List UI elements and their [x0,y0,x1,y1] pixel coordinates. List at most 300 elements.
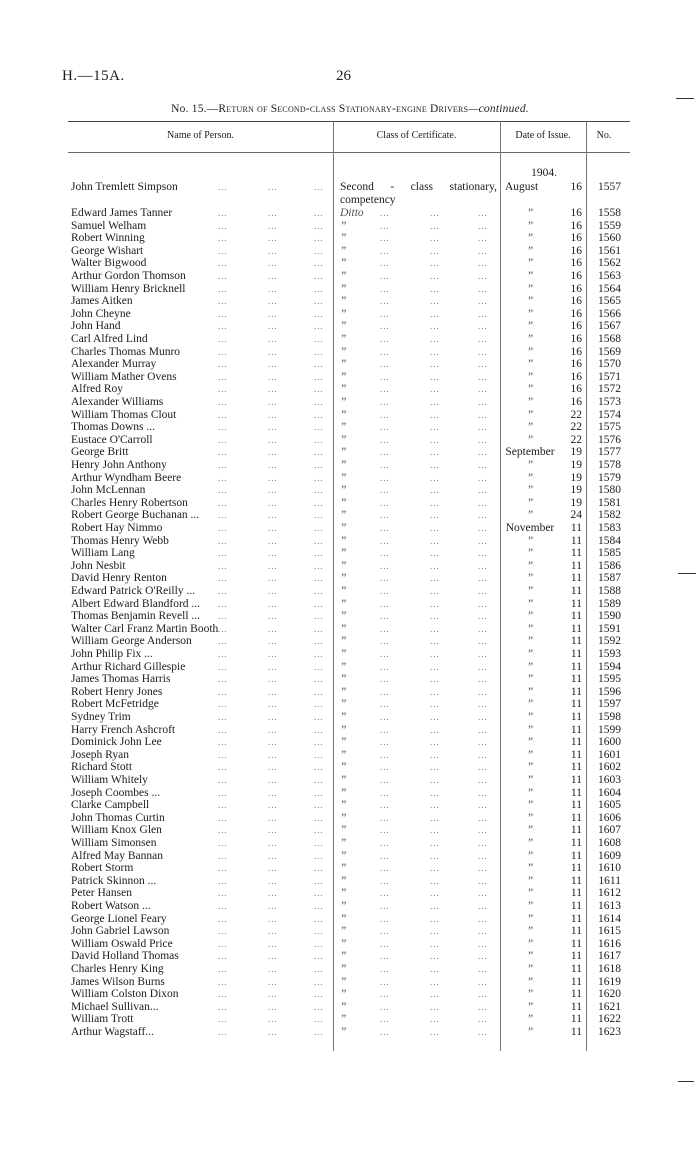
leader-dots: ... [268,485,278,496]
leader-dots: ... [478,976,488,987]
person-name: Michael Sullivan... [71,1000,159,1013]
issue-month: ” [526,295,534,308]
leader-dots: ... [430,359,440,370]
table-row [0,862,700,875]
table-row [0,522,700,535]
issue-day: 11 [570,811,582,824]
issue-day: 11 [570,786,582,799]
person-name: Albert Edward Blandford ... [71,597,201,610]
certificate-number: 1568 [598,333,621,345]
leader-dots: ... [218,296,228,307]
certificate-class: ” [340,862,347,875]
leader-dots: ... [218,510,228,521]
person-name: Arthur Richard Gillespie [71,660,186,673]
leader-dots: ... [478,598,488,609]
person-name: William Thomas Clout [71,408,177,421]
issue-day: 11 [570,748,582,761]
leader-dots: ... [430,636,440,647]
person-name: John Gabriel Lawson [71,925,170,938]
issue-month: ” [526,459,534,471]
leader-dots: ... [430,800,440,811]
leader-dots: ... [380,384,390,395]
certificate-number: 1593 [598,648,621,660]
document-reference: H.—15A. [62,68,125,84]
leader-dots: ... [430,346,440,357]
leader-dots: ... [380,812,390,823]
issue-month: ” [526,207,534,219]
leader-dots: ... [478,334,488,344]
leader-dots: ... [478,409,488,420]
leader-dots: ... [430,888,440,899]
leader-dots: ... [380,283,390,294]
issue-day: 16 [570,345,582,358]
leader-dots: ... [218,422,228,433]
leader-dots: ... [314,636,324,647]
issue-month: ” [526,824,534,837]
person-name: William Henry Bricknell [71,282,186,295]
leader-dots: ... [268,321,278,332]
issue-month: ” [526,950,534,963]
certificate-number: 1620 [598,988,621,1001]
leader-dots: ... [430,712,440,722]
table-row [0,1013,700,1026]
issue-day: 11 [570,711,582,723]
person-name: William Colston Dixon [71,988,179,1001]
leader-dots: ... [218,787,228,798]
leader-dots: ... [218,208,228,218]
leader-dots: ... [268,712,278,722]
leader-dots: ... [380,850,390,861]
leader-dots: ... [314,283,324,294]
issue-month: ” [526,622,534,635]
certificate-number: 1602 [598,761,621,774]
table-title-continued: —continued. [468,103,529,115]
issue-month: ” [526,799,534,812]
leader-dots: ... [380,510,390,521]
leader-dots: ... [430,460,440,470]
issue-month: ” [526,509,534,522]
issue-month: ” [526,975,534,988]
certificate-class: ” [340,685,347,698]
leader-dots: ... [218,447,228,458]
certificate-class: ” [340,900,347,912]
issue-month: ” [526,257,534,270]
certificate-number: 1607 [598,824,621,837]
leader-dots: ... [430,838,440,848]
leader-dots: ... [218,371,228,382]
certificate-number: 1601 [598,748,621,761]
table-row [0,346,700,359]
leader-dots: ... [380,863,390,874]
certificate-class: ” [340,1000,347,1013]
certificate-number: 1584 [598,534,621,547]
leader-dots: ... [380,586,390,596]
certificate-number: 1561 [598,244,621,257]
issue-day: 16 [570,307,582,320]
certificate-class: ” [340,320,347,333]
leader-dots: ... [478,926,488,937]
leader-dots: ... [478,384,488,395]
leader-dots: ... [380,926,390,937]
leader-dots: ... [380,371,390,382]
table-row [0,333,700,346]
header-name: Name of Person. [167,130,234,141]
leader-dots: ... [314,472,324,483]
issue-month: ” [526,963,534,975]
leader-dots: ... [430,611,440,622]
certificate-class: ” [340,975,347,988]
issue-day: 16 [570,244,582,257]
leader-dots: ... [268,938,278,949]
person-name: William Lang [71,547,135,560]
issue-day: 22 [570,433,582,446]
certificate-class: ” [340,610,347,623]
leader-dots: ... [430,308,440,319]
header-date: Date of Issue. [515,130,571,141]
leader-dots: ... [314,611,324,622]
certificate-number: 1590 [598,610,621,623]
issue-day: 16 [570,295,582,308]
table-row [0,295,700,308]
leader-dots: ... [430,283,440,294]
leader-dots: ... [314,674,324,685]
certificate-number: 1623 [598,1026,621,1038]
person-name: Robert Storm [71,862,134,875]
leader-dots: ... [268,434,278,445]
certificate-number: 1588 [598,585,621,597]
certificate-number: 1587 [598,572,621,585]
issue-month: ” [526,811,534,824]
leader-dots: ... [478,649,488,659]
leader-dots: ... [430,1027,440,1037]
person-name: Patrick Skinnon ... [71,874,157,887]
leader-dots: ... [380,825,390,836]
leader-dots: ... [314,296,324,307]
certificate-class: ” [340,232,347,245]
leader-dots: ... [218,560,228,571]
leader-dots: ... [430,296,440,307]
certificate-number: 1617 [598,950,621,963]
certificate-number: 1622 [598,1013,621,1026]
leader-dots: ... [218,964,228,974]
leader-dots: ... [380,409,390,420]
leader-dots: ... [218,548,228,559]
table-row [0,358,700,371]
issue-month: ” [526,698,534,711]
leader-dots: ... [430,724,440,735]
certificate-class: ” [340,585,347,597]
certificate-number: 1605 [598,799,621,812]
leader-dots: ... [430,938,440,949]
issue-month: ” [526,1026,534,1038]
person-name: William Trott [71,1013,134,1026]
leader-dots: ... [218,674,228,685]
issue-month: ” [526,761,534,774]
leader-dots: ... [478,422,488,433]
leader-dots: ... [430,397,440,407]
leader-dots: ... [268,623,278,634]
issue-month: ” [526,723,534,736]
certificate-class: ” [340,937,347,950]
leader-dots: ... [218,699,228,710]
leader-dots: ... [478,737,488,748]
table-row [0,371,700,384]
leader-dots: ... [314,737,324,748]
leader-dots: ... [380,712,390,722]
leader-dots: ... [430,523,440,533]
issue-month: ” [526,736,534,749]
certificate-class: ” [340,421,347,434]
leader-dots: ... [218,346,228,357]
certificate-number: 1573 [598,396,621,408]
person-name: William Simonsen [71,837,157,849]
leader-dots: ... [380,535,390,546]
issue-day: 11 [570,937,582,950]
leader-dots: ... [380,422,390,433]
table-row [0,270,700,283]
table-title [0,103,700,115]
leader-dots: ... [478,296,488,307]
issue-day: 16 [570,207,582,219]
issue-day: 11 [570,622,582,635]
issue-day: 16 [570,333,582,345]
person-name: Sydney Trim [71,711,131,723]
issue-month: ” [526,673,534,686]
issue-month: ” [526,786,534,799]
certificate-class: ” [340,484,347,497]
issue-day: 11 [570,849,582,862]
certificate-number: 1591 [598,622,621,635]
leader-dots: ... [314,321,324,332]
issue-day: 11 [570,887,582,900]
leader-dots: ... [478,951,488,962]
leader-dots: ... [380,737,390,748]
header-no: No. [596,130,612,141]
leader-dots: ... [218,661,228,672]
leader-dots: ... [314,598,324,609]
table-row [0,824,700,837]
leader-dots: ... [478,749,488,760]
table-row [0,976,700,989]
leader-dots: ... [314,182,324,192]
leader-dots: ... [218,182,228,192]
certificate-number: 1577 [598,446,621,459]
leader-dots: ... [430,245,440,256]
leader-dots: ... [314,964,324,974]
leader-dots: ... [430,964,440,974]
table-row [0,799,700,812]
leader-dots: ... [478,661,488,672]
person-name: Richard Stott [71,761,133,774]
leader-dots: ... [218,397,228,407]
certificate-class: ” [340,988,347,1001]
table-row [0,900,700,913]
leader-dots: ... [268,308,278,319]
leader-dots: ... [268,989,278,1000]
leader-dots: ... [380,749,390,760]
leader-dots: ... [314,233,324,244]
certificate-number: 1592 [598,635,621,648]
leader-dots: ... [268,888,278,899]
table-row [0,724,700,737]
issue-day: 16 [570,358,582,371]
issue-day: 19 [570,484,582,497]
leader-dots: ... [268,636,278,647]
leader-dots: ... [314,384,324,395]
leader-dots: ... [430,699,440,710]
leader-dots: ... [268,359,278,370]
issue-day: 19 [570,446,582,459]
leader-dots: ... [430,371,440,382]
issue-month: ” [526,748,534,761]
leader-dots: ... [478,989,488,1000]
issue-month: ” [526,421,534,434]
leader-dots: ... [478,460,488,470]
leader-dots: ... [314,1001,324,1012]
issue-month: ” [526,370,534,383]
leader-dots: ... [380,397,390,407]
certificate-class: ” [340,433,347,446]
leader-dots: ... [268,686,278,697]
leader-dots: ... [380,1001,390,1012]
leader-dots: ... [314,863,324,874]
leader-dots: ... [478,787,488,798]
person-name: Robert Hay Nimmo [71,522,163,534]
certificate-class: ” [340,761,347,774]
leader-dots: ... [314,334,324,344]
certificate-number: 1603 [598,774,621,786]
table-row [0,585,700,598]
issue-day: 11 [570,1013,582,1026]
leader-dots: ... [478,863,488,874]
certificate-class: ” [340,963,347,975]
issue-month: ” [526,471,534,484]
issue-day: 11 [570,698,582,711]
issue-day: 11 [570,950,582,963]
leader-dots: ... [314,938,324,949]
table-row [0,850,700,863]
issue-day: 19 [570,496,582,509]
leader-dots: ... [430,901,440,911]
leader-dots: ... [314,535,324,546]
leader-dots: ... [218,623,228,634]
table-row [0,446,700,459]
leader-dots: ... [218,334,228,344]
certificate-class: ” [340,698,347,711]
certificate-class: ” [340,396,347,408]
leader-dots: ... [430,422,440,433]
leader-dots: ... [218,497,228,508]
leader-dots: ... [268,825,278,836]
leader-dots: ... [478,283,488,294]
certificate-number: 1604 [598,786,621,799]
leader-dots: ... [478,686,488,697]
leader-dots: ... [268,258,278,269]
issue-month: ” [526,774,534,786]
issue-month: ” [526,559,534,572]
margin-mark [678,1081,694,1082]
leader-dots: ... [218,271,228,281]
leader-dots: ... [380,938,390,949]
issue-month: ” [526,534,534,547]
leader-dots: ... [430,623,440,634]
certificate-number: 1597 [598,698,621,711]
leader-dots: ... [268,271,278,281]
leader-dots: ... [314,359,324,370]
leader-dots: ... [314,850,324,861]
leader-dots: ... [218,649,228,659]
certificate-number: 1614 [598,912,621,925]
certificate-class: ” [340,333,347,345]
leader-dots: ... [380,838,390,848]
leader-dots: ... [478,472,488,483]
leader-dots: ... [268,510,278,521]
leader-dots: ... [218,1014,228,1025]
leader-dots: ... [380,359,390,370]
leader-dots: ... [478,321,488,332]
leader-dots: ... [380,258,390,269]
leader-dots: ... [380,560,390,571]
leader-dots: ... [430,208,440,218]
leader-dots: ... [268,913,278,924]
person-name: George Britt [71,446,129,459]
certificate-number: 1557 [598,181,621,193]
leader-dots: ... [380,434,390,445]
certificate-class: ” [340,471,347,484]
person-name: Peter Hansen [71,887,132,900]
certificate-class: ” [340,522,347,534]
certificate-class: ” [340,1013,347,1026]
certificate-number: 1579 [598,471,621,484]
certificate-number: 1608 [598,837,621,849]
leader-dots: ... [478,724,488,735]
leader-dots: ... [218,875,228,886]
leader-dots: ... [380,472,390,483]
person-name: William Knox Glen [71,824,162,837]
table-row [0,257,700,270]
leader-dots: ... [268,964,278,974]
certificate-class: ” [340,849,347,862]
issue-day: 11 [570,963,582,975]
page-number: 26 [336,68,351,84]
leader-dots: ... [380,901,390,911]
person-name: Alfred Roy [71,383,124,396]
certificate-class: ” [340,887,347,900]
certificate-class: ” [340,345,347,358]
leader-dots: ... [314,346,324,357]
leader-dots: ... [430,548,440,559]
table-row [0,761,700,774]
leader-dots: ... [478,359,488,370]
table-row [0,812,700,825]
certificate-class: ” [340,673,347,686]
table-row [0,572,700,585]
leader-dots: ... [380,523,390,533]
leader-dots: ... [430,1014,440,1025]
leader-dots: ... [478,371,488,382]
person-name: Robert Winning [71,232,145,245]
leader-dots: ... [268,497,278,508]
certificate-number: 1612 [598,887,621,900]
leader-dots: ... [268,737,278,748]
table-row [0,409,700,422]
issue-month: ” [526,874,534,887]
leader-dots: ... [218,737,228,748]
leader-dots: ... [430,686,440,697]
person-name: Joseph Ryan [71,748,129,761]
leader-dots: ... [218,1001,228,1012]
certificate-class: ” [340,912,347,925]
